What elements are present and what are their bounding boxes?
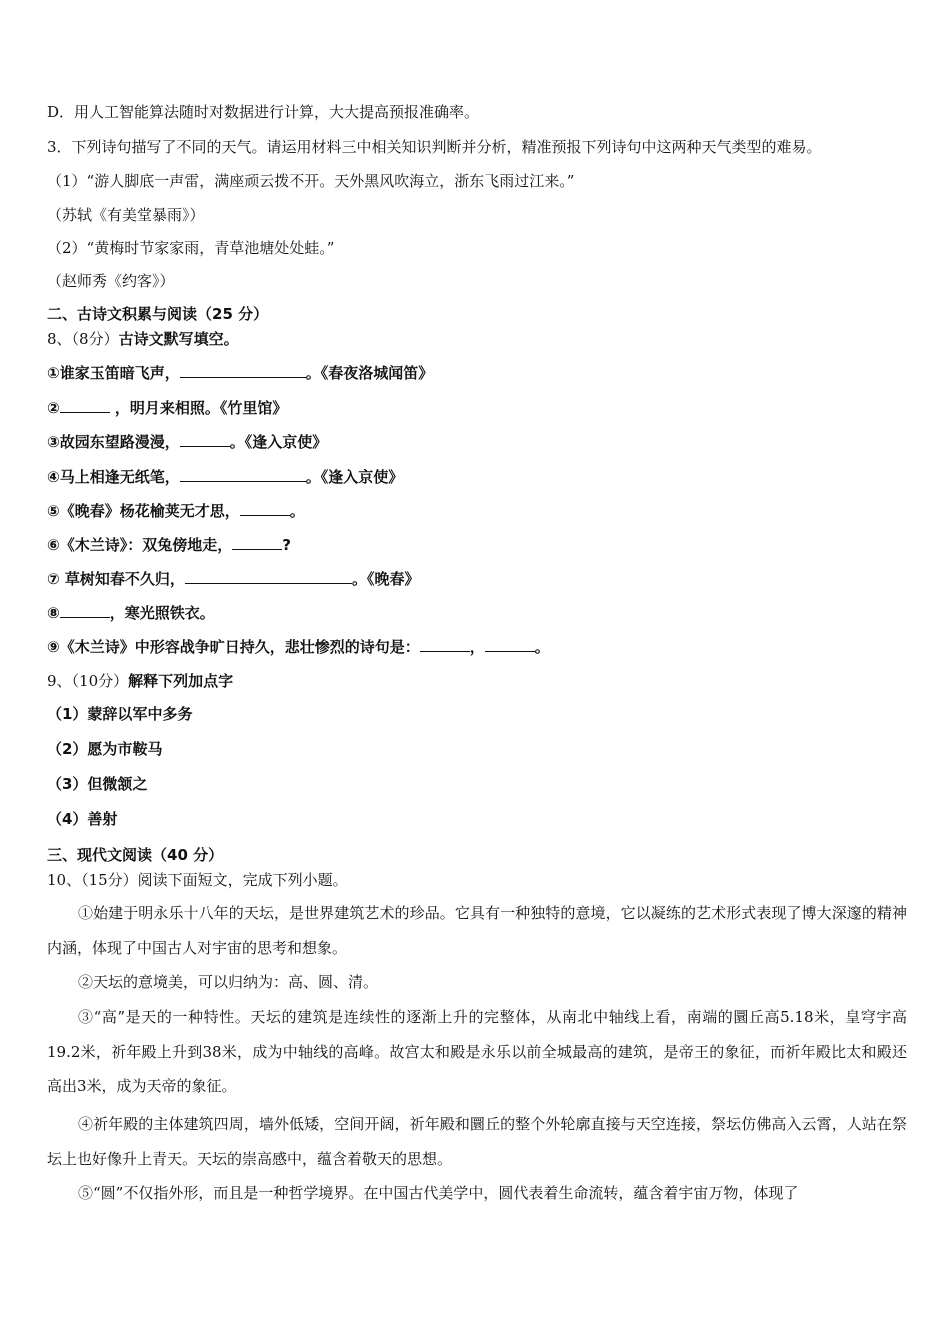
q8-label: 8、（8分） (47, 330, 119, 348)
passage-paragraph-4: ④祈年殿的主体建筑四周，墙外低矮，空间开阔，祈年殿和圜丘的整个外轮廓直接与天空连接，祭坛仿佛高入云霄，人站在祭坛上也好像升上青天。天坛的崇高感中，蕴含着敬天的思想。 (47, 1115, 907, 1168)
passage-paragraph-1: ①始建于明永乐十八年的天坛，是世界建筑艺术的珍品。它具有一种独特的意境，它以凝练的艺术形式表现了博大深邃的精神内涵，体现了中国古人对宇宙的思考和想象。 (47, 904, 907, 957)
q9-item-2: （2）愿为市鞍马 (47, 740, 163, 758)
q9-title: 解释下列加点字 (128, 672, 234, 690)
q9-item-4: （4）善射 (47, 810, 118, 828)
fill-item-9: ⑨《木兰诗》中形容战争旷日持久，悲壮惨烈的诗句是： ， 。 (47, 638, 550, 656)
passage-paragraph-2: ②天坛的意境美，可以归纳为：高、圆、清。 (78, 973, 379, 991)
answer-blank[interactable] (60, 605, 110, 618)
answer-blank[interactable] (240, 503, 290, 516)
q3-poem2-source: （赵师秀《约客》） (47, 272, 175, 290)
q2-option-d: D．用人工智能算法随时对数据进行计算，大大提高预报准确率。 (47, 103, 480, 121)
passage-paragraph-3: ③“高”是天的一种特性。天坛的建筑是连续性的逐渐上升的完整体，从南北中轴线上看，南端的圜丘高5.18米，皇穹宇高19.2米，祈年殿上升到38米，成为中轴线的高峰。故宫太和殿是永乐以前全城最高的建筑，是帝王的象征，而祈年殿比太和殿还高出3米，成为天帝的象征。 (47, 1008, 907, 1095)
q10-intro: 10、（15分）阅读下面短文，完成下列小题。 (47, 871, 348, 889)
q9-item-1: （1）蒙辞以军中多务 (47, 705, 193, 723)
fill-item-5: ⑤《晚春》杨花榆荚无才思， 。 (47, 502, 305, 520)
q3-poem1: （1）“游人脚底一声雷，满座顽云拨不开。天外黑风吹海立，浙东飞雨过江来。” (47, 172, 575, 190)
q8-header (47, 329, 239, 349)
fill-item-7: ⑦ 草树知春不久归， 。《晚春》 (47, 570, 420, 588)
fill-item-1: ①谁家玉笛暗飞声， 。《春夜洛城闻笛》 (47, 364, 434, 382)
section2-heading: 二、古诗文积累与阅读（25 分） (47, 305, 269, 323)
answer-blank[interactable] (180, 434, 230, 447)
q9-label: 9、（10分） (47, 672, 129, 690)
q3-stem: 3．下列诗句描写了不同的天气。请运用材料三中相关知识判断并分析，精准预报下列诗句中这两种天气类型的难易。 (47, 138, 822, 156)
fill-item-4: ④马上相逢无纸笔， 。《逢入京使》 (47, 468, 404, 486)
answer-blank[interactable] (232, 537, 282, 550)
fill-item-6: ⑥《木兰诗》：双兔傍地走， ? (47, 536, 291, 554)
answer-blank[interactable] (60, 400, 110, 413)
q3-poem1-source: （苏轼《有美堂暴雨》） (47, 206, 205, 224)
answer-blank[interactable] (420, 639, 470, 652)
section3-heading: 三、现代文阅读（40 分） (47, 846, 224, 864)
q8-title: 古诗文默写填空。 (118, 330, 239, 348)
answer-blank[interactable] (180, 469, 306, 482)
answer-blank[interactable] (180, 365, 306, 378)
fill-item-2: ② ，明月来相照。《竹里馆》 (47, 399, 288, 417)
answer-blank[interactable] (485, 639, 535, 652)
passage-paragraph-5: ⑤“圆”不仅指外形，而且是一种哲学境界。在中国古代美学中，圆代表着生命流转，蕴含着宇宙万物，体现了 (78, 1184, 799, 1202)
answer-blank[interactable] (185, 571, 352, 584)
fill-item-8: ⑧ ，寒光照铁衣。 (47, 604, 215, 622)
q9-header (47, 671, 233, 691)
q9-item-3: （3）但微颔之 (47, 775, 148, 793)
q3-poem2: （2）“黄梅时节家家雨，青草池塘处处蛙。” (47, 239, 335, 257)
fill-item-3: ③故园东望路漫漫， 。《逢入京使》 (47, 433, 328, 451)
